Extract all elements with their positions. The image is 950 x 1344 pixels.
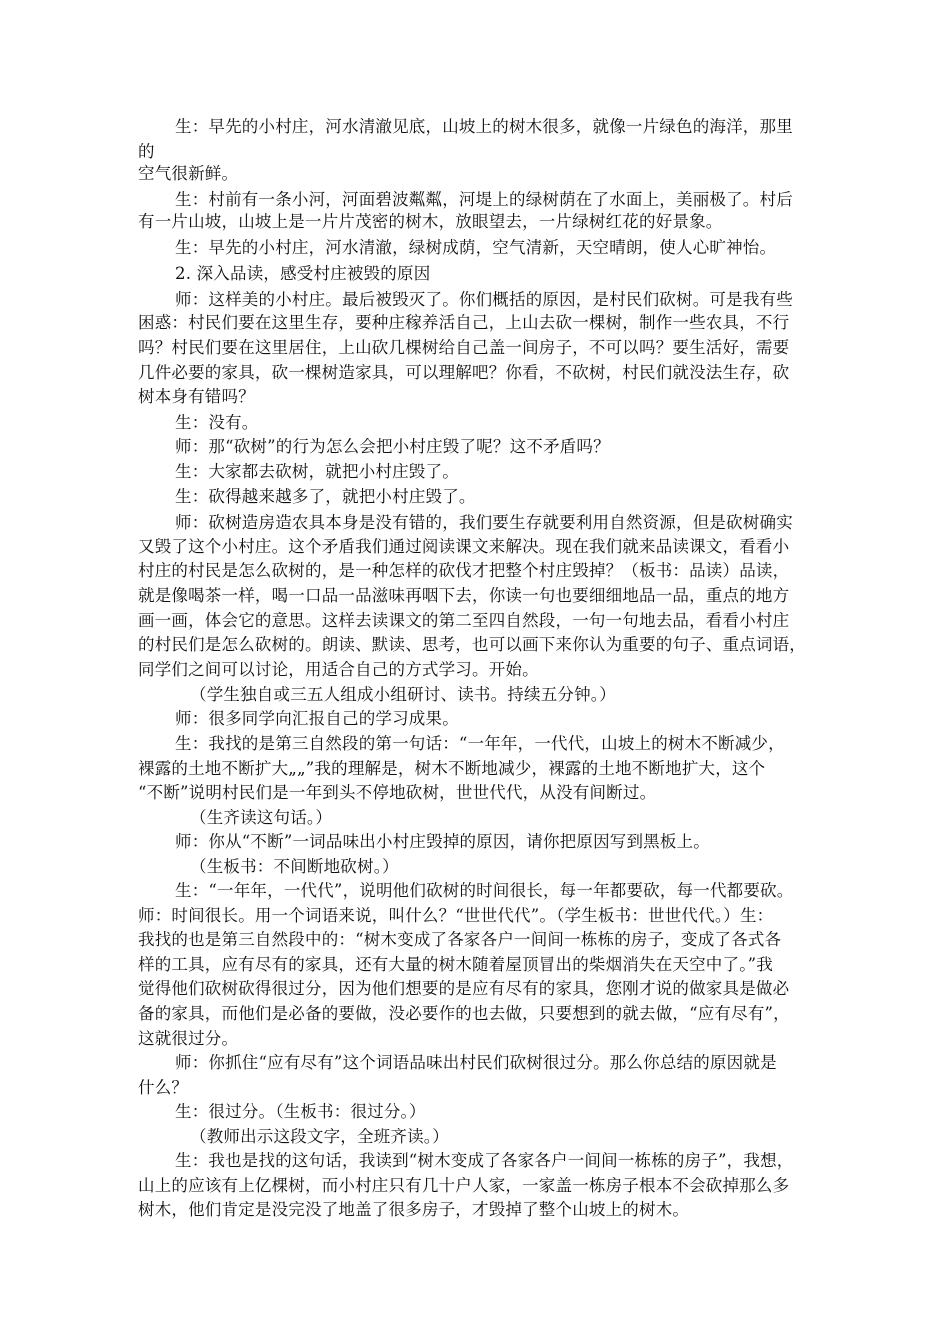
text-line: 树木，他们肯定是没完没了地盖了很多房子，才毁掉了整个山坡上的树木。 [138, 1200, 690, 1219]
text-line: 生：大家都去砍树，就把小村庄毁了。 [175, 462, 459, 481]
text-line: 师：很多同学向汇报自己的学习成果。 [175, 709, 459, 728]
text-line: 裸露的土地不断扩大„„”我的理解是，树木不断地减少，裸露的土地不断地扩大，这个 [138, 759, 766, 778]
text-line: 备的家具，而他们是必备的要做，没必要作的也去做，只要想到的就去做，“应有尽有”， [138, 1004, 790, 1023]
text-line: 困惑：村民们要在这里生存，要种庄稼养活自己，上山去砍一棵树，制作一些农具，不行 [138, 313, 790, 332]
text-line: 师：砍树造房造农具本身是没有错的，我们要生存就要利用自然资源，但是砍树确实 [175, 513, 793, 532]
text-line: 有一片山坡，山坡上是一片片茂密的树木，放眼望去，一片绿树红花的好景象。 [138, 212, 723, 231]
text-line: “不断”说明村民们是一年到头不停地砍树，世世代代，从没有间断过。 [138, 783, 657, 802]
text-line: 样的工具，应有尽有的家具，还有大量的树木随着屋顶冒出的柴烟消失在天空中了。”我 [138, 955, 773, 974]
text-line: （生板书：不间断地砍树。） [190, 857, 399, 876]
text-line: 的 [138, 142, 155, 161]
text-line: 就是像喝茶一样，喝一口品一品滋味再咽下去，你读一句也要细细地品一品，重点的地方 [138, 586, 790, 605]
text-line: 生：早先的小村庄，河水清澈见底，山坡上的树木很多，就像一片绿色的海洋，那里 [175, 117, 793, 136]
text-line: 生：“一年年，一代代”，说明他们砍树的时间很长，每一年都要砍，每一代都要砍。 [175, 881, 794, 900]
text-line: 生：我找的是第三自然段的第一句话：“一年年，一代代，山坡上的树木不断减少， [175, 734, 785, 753]
text-line: 什么？ [138, 1078, 189, 1097]
text-line: 画一画，体会它的意思。这样去读课文的第二至四自然段，一句一句地去品，看看小村庄 [138, 611, 790, 630]
text-line: 吗？村民们要在这里居住，上山砍几棵树给自己盖一间房子，不可以吗？要生活好，需要 [138, 338, 790, 357]
text-line: 觉得他们砍树砍得很过分，因为他们想要的是应有尽有的家具，您刚才说的做家具是做必 [138, 979, 790, 998]
text-line: 这就很过分。 [138, 1029, 239, 1048]
text-line: 生：我也是找的这句话，我读到“树木变成了各家各户一间间一栋栋的房子”，我想， [175, 1151, 794, 1170]
text-line: 村庄的村民是怎么砍树的，是一种怎样的砍伐才把整个村庄毁掉？（板书：品读）品读， [138, 561, 790, 580]
text-line: （学生独自或三五人组成小组研讨、读书。持续五分钟。） [190, 685, 616, 704]
text-line: 又毁了这个小村庄。这个矛盾我们通过阅读课文来解决。现在我们就来品读课文，看看小 [138, 537, 790, 556]
text-line: （生齐读这句话。） [190, 808, 333, 827]
text-line: 生：很过分。（生板书：很过分。） [175, 1102, 426, 1121]
text-line: 几件必要的家具，砍一棵树造家具，可以理解吧？你看，不砍树，村民们就没法生存，砍 [138, 363, 790, 382]
text-line: 树本身有错吗？ [138, 387, 255, 406]
text-line: 生：没有。 [175, 413, 259, 432]
text-line: 师：那“砍树”的行为怎么会把小村庄毁了呢？这不矛盾吗？ [175, 437, 610, 456]
text-line: 同学们之间可以讨论，用适合自己的方式学习。开始。 [138, 660, 539, 679]
text-line: 我找的也是第三自然段中的：“树木变成了各家各户一间间一栋栋的房子，变成了各式各 [138, 930, 782, 949]
text-line: 师：时间很长。用一个词语来说，叫什么？“世世代代”。（学生板书：世世代代。）生： [138, 906, 774, 925]
text-line: 生：村前有一条小河，河面碧波粼粼，河堤上的绿树荫在了水面上，美丽极了。村后 [175, 190, 793, 209]
text-line: 师：你从“不断”一词品味出小村庄毁掉的原因，请你把原因写到黑板上。 [175, 832, 710, 851]
text-line: 山上的应该有上亿棵树，而小村庄只有几十户人家，一家盖一栋房子根本不会砍掉那么多 [138, 1176, 790, 1195]
text-line: （教师出示这段文字，全班齐读。） [190, 1127, 449, 1146]
section-heading: 2. 深入品读，感受村庄被毁的原因 [175, 264, 431, 283]
text-line: 生：砍得越来越多了，就把小村庄毁了。 [175, 487, 476, 506]
text-line: 师：这样美的小村庄。最后被毁灭了。你们概括的原因，是村民们砍树。可是我有些 [175, 290, 793, 309]
text-line: 的村民们是怎么砍树的。朗读、默读、思考，也可以画下来你认为重要的句子、重点词语， [138, 635, 806, 654]
text-line: 生：早先的小村庄，河水清澈，绿树成荫，空气清新，天空晴朗，使人心旷神怡。 [175, 238, 777, 257]
text-line: 师：你抓住“应有尽有”这个词语品味出村民们砍树很过分。那么你总结的原因就是 [175, 1053, 777, 1072]
text-line: 空气很新鲜。 [138, 164, 239, 183]
